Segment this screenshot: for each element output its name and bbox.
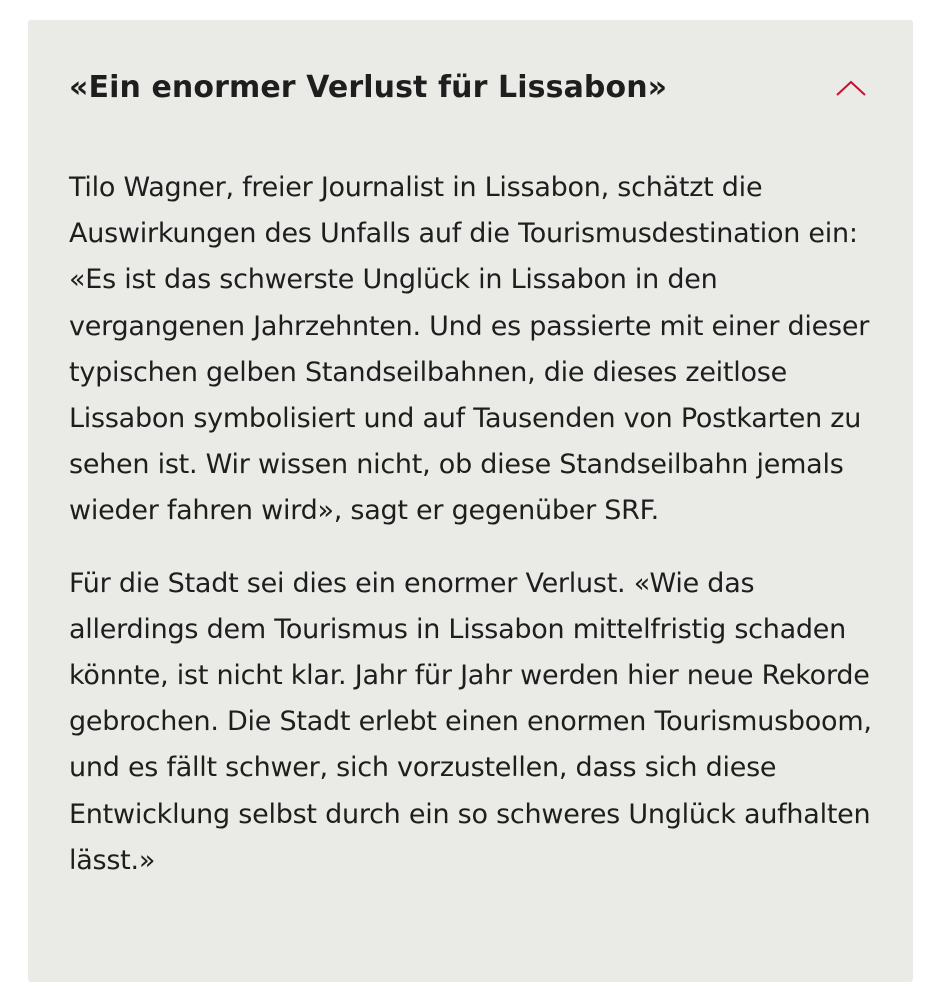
chevron-up-icon <box>835 79 867 97</box>
accordion-header[interactable] <box>69 70 873 130</box>
accordion-panel <box>28 20 913 982</box>
accordion-content <box>69 165 884 884</box>
body-paragraph: Für die Stadt sei dies ein enormer Verlust. «Wie das allerdings dem Tourismus in Lissabon mittelfristig schaden könnte, ist nicht klar. Jahr für Jahr werden hier neue Rekorde gebrochen. Die Stadt erlebt einen enormen Tourismusboom, und es fällt schwer, sich vorzustellen, dass sich diese Entwicklung selbst durch ein so schweres Unglück aufhalten lässt.» <box>69 567 872 876</box>
accordion-title: «Ein enormer Verlust für Lissabon» <box>69 70 668 105</box>
body-paragraph: Tilo Wagner, freier Journalist in Lissabon, schätzt die Auswirkungen des Unfalls auf die Tourismusdestination ein: «Es ist das schwerste Unglück in Lissabon in den vergangenen Jahrzehnten. Und es passierte mit einer dieser typischen gelben Standseilbahnen, die dieses zeitlose Lissabon symbolisiert und auf Tausenden von Postkarten zu sehen ist. Wir wissen nicht, ob diese Standseilbahn jemals wieder fahren wird», sagt er gegenüber SRF. <box>69 172 870 527</box>
collapse-toggle-button[interactable] <box>829 70 873 106</box>
